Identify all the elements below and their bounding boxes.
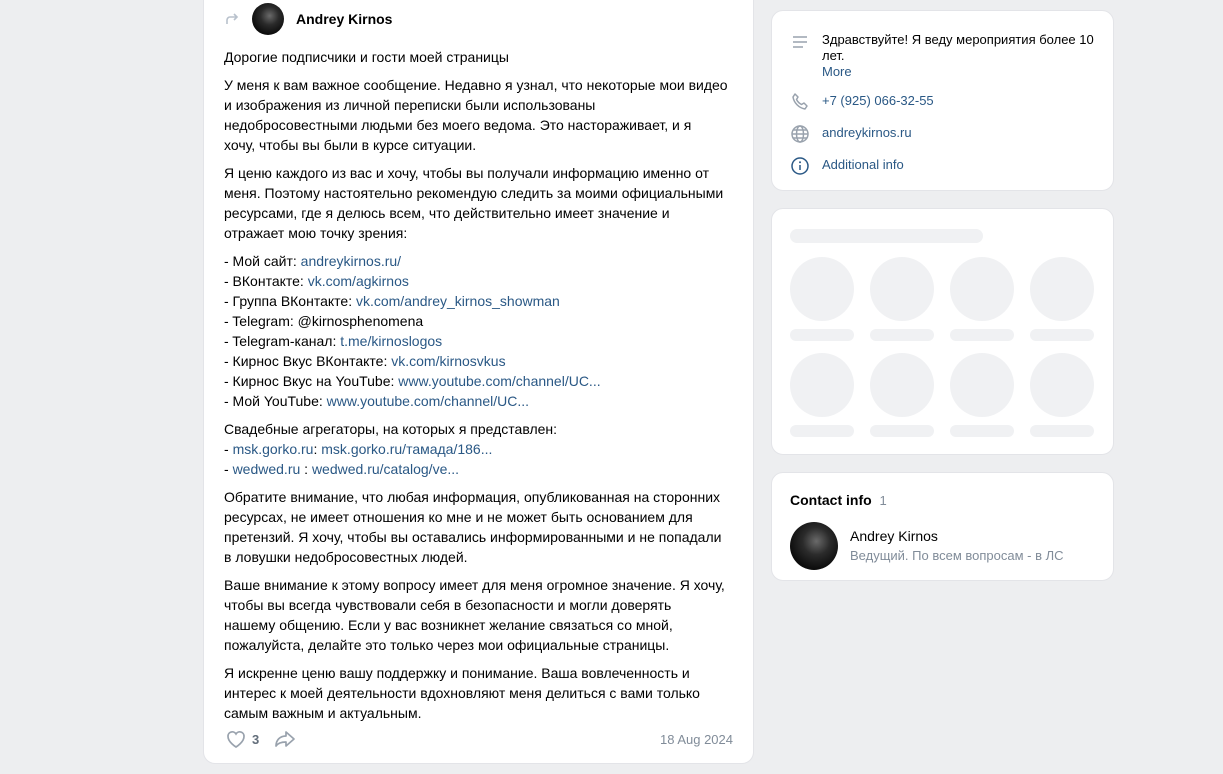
text-segment: : <box>313 441 322 457</box>
skeleton-label <box>870 425 934 437</box>
text-line <box>224 183 739 203</box>
text-line <box>224 459 739 479</box>
text-segment: - Группа ВКонтакте: <box>224 293 356 309</box>
loading-placeholder <box>771 208 1114 455</box>
contact-avatar[interactable] <box>790 522 838 570</box>
contact-header <box>790 492 887 508</box>
text-segment: отражает мою точку зрения: <box>224 225 408 241</box>
skeleton-label <box>870 329 934 341</box>
text-line <box>224 95 739 115</box>
text-segment: Свадебные агрегаторы, на которых я представлен: <box>224 421 558 437</box>
about-row <box>790 32 1102 80</box>
text-segment: чтобы вы всегда чувствовали себя в безопасности и могли доверять <box>224 597 672 613</box>
skeleton-label <box>950 329 1014 341</box>
text-segment: нашему общению. Если у вас возникнет желание связаться со мной, <box>224 617 673 633</box>
text-segment: Ваше внимание к этому вопросу имеет для меня огромное значение. Я хочу, <box>224 577 725 593</box>
text-line <box>224 115 739 135</box>
site-row <box>790 124 912 144</box>
text-segment: - Telegram-канал: <box>224 333 341 349</box>
text-line <box>224 331 739 351</box>
contact-info-card <box>771 472 1114 581</box>
post-link[interactable]: vk.com/agkirnos <box>307 273 409 289</box>
more-link[interactable]: More <box>822 64 852 79</box>
info-icon <box>790 156 810 176</box>
text-line <box>224 271 739 291</box>
text-line <box>224 635 739 655</box>
repost-icon <box>224 11 240 27</box>
text-line <box>224 391 739 411</box>
post-paragraph <box>224 251 739 411</box>
text-segment: - ВКонтакте: <box>224 273 308 289</box>
share-icon[interactable] <box>273 727 297 751</box>
contact-title: Contact info <box>790 492 872 508</box>
text-segment: - Мой YouTube: <box>224 393 327 409</box>
text-line <box>224 487 739 507</box>
text-segment: - Кирнос Вкус на YouTube: <box>224 373 399 389</box>
post-header <box>224 1 392 37</box>
skeleton-avatar <box>1030 257 1094 321</box>
skeleton-label <box>950 425 1014 437</box>
text-segment: - Кирнос Вкус ВКонтакте: <box>224 353 392 369</box>
post-link[interactable]: vk.com/kirnosvkus <box>391 353 506 369</box>
text-line <box>224 663 739 683</box>
text-segment: в ловушки недобросовестных людей. <box>224 549 468 565</box>
text-segment: претензий. Я хочу, чтобы вы оставались информированными и не попадали <box>224 529 722 545</box>
wall-post <box>203 0 754 764</box>
text-line <box>224 311 739 331</box>
text-line <box>224 703 739 723</box>
text-line <box>224 47 739 67</box>
text-segment: меня. Поэтому настоятельно рекомендую следить за моими официальными <box>224 185 724 201</box>
phone-row <box>790 92 934 112</box>
text-line <box>224 351 739 371</box>
text-line <box>224 223 739 243</box>
author-avatar[interactable] <box>252 3 284 35</box>
post-link[interactable]: msk.gorko.ru <box>232 441 314 457</box>
text-segment: - Мой сайт: <box>224 253 301 269</box>
skeleton-avatar <box>870 257 934 321</box>
post-paragraph <box>224 487 739 567</box>
post-paragraph <box>224 575 739 655</box>
skeleton-avatar <box>1030 353 1094 417</box>
text-line <box>224 683 739 703</box>
text-line <box>224 203 739 223</box>
post-link[interactable]: t.me/kirnoslogos <box>340 333 443 349</box>
post-link[interactable]: www.youtube.com/channel/UC... <box>398 373 601 389</box>
post-paragraph <box>224 47 739 67</box>
text-segment: - <box>224 441 233 457</box>
text-lines-icon <box>790 32 810 52</box>
contact-count: 1 <box>879 493 887 508</box>
site-link[interactable]: andreykirnos.ru <box>822 125 912 140</box>
text-line <box>224 135 739 155</box>
skeleton-avatar <box>790 257 854 321</box>
text-segment: : <box>300 461 312 477</box>
text-segment: Обратите внимание, что любая информация, опубликованная на сторонних <box>224 489 721 505</box>
post-link[interactable]: wedwed.ru/catalog/ve... <box>311 461 460 477</box>
text-line <box>224 371 739 391</box>
skeleton-label <box>1030 425 1094 437</box>
contact-name[interactable]: Andrey Kirnos <box>850 528 938 544</box>
text-segment: ресурсами, где я делюсь всем, что действительно имеет значение и <box>224 205 670 221</box>
text-segment: Дорогие подписчики и гости моей страницы <box>224 49 509 65</box>
profile-info-card <box>771 10 1114 191</box>
text-line <box>224 291 739 311</box>
text-segment: самым важным и актуальным. <box>224 705 422 721</box>
text-line <box>224 439 739 459</box>
skeleton-label <box>790 425 854 437</box>
text-segment: интерес к моей деятельности вдохновляют меня делиться с вами только <box>224 685 700 701</box>
text-segment: - Telegram: @kirnosphenomena <box>224 313 424 329</box>
post-text <box>224 47 739 731</box>
additional-info-link[interactable]: Additional info <box>822 157 904 172</box>
text-segment: Я искренне ценю вашу поддержку и понимание. Ваша вовлеченность и <box>224 665 690 681</box>
text-line <box>224 575 739 595</box>
text-line <box>224 251 739 271</box>
text-line <box>224 595 739 615</box>
text-segment: хочу, чтобы вы были в курсе ситуации. <box>224 137 477 153</box>
post-link[interactable]: www.youtube.com/channel/UC... <box>326 393 529 409</box>
post-date[interactable]: 18 Aug 2024 <box>659 731 733 747</box>
text-line <box>224 75 739 95</box>
skeleton-avatar <box>870 353 934 417</box>
post-link[interactable]: andreykirnos.ru/ <box>300 253 402 269</box>
text-segment: недобросовестными людьми без моего ведома. Это настораживает, и я <box>224 117 692 133</box>
globe-icon <box>790 124 810 144</box>
skeleton-avatar <box>790 353 854 417</box>
skeleton-avatar <box>950 257 1014 321</box>
post-paragraph <box>224 75 739 155</box>
post-link[interactable]: wedwed.ru <box>232 461 301 477</box>
text-segment: пожалуйста, делайте это только через мои официальные страницы. <box>224 637 670 653</box>
contact-role: Ведущий. По всем вопросам - в ЛС <box>850 548 1064 563</box>
post-paragraph <box>224 663 739 723</box>
post-paragraph <box>224 419 739 479</box>
author-name[interactable]: Andrey Kirnos <box>296 11 393 27</box>
skeleton-title <box>790 229 983 243</box>
skeleton-label <box>790 329 854 341</box>
about-text: Здравствуйте! Я веду мероприятия более 10 лет. <box>822 32 1094 63</box>
text-line <box>224 419 739 439</box>
post-link[interactable]: msk.gorko.ru/тамада/186... <box>321 441 493 457</box>
text-segment: У меня к вам важное сообщение. Недавно я узнал, что некоторые мои видео <box>224 77 728 93</box>
text-line <box>224 527 739 547</box>
phone-link[interactable]: +7 (925) 066-32-55 <box>822 93 934 108</box>
post-link[interactable]: vk.com/andrey_kirnos_showman <box>355 293 560 309</box>
text-line <box>224 507 739 527</box>
text-segment: и изображения из личной переписки были использованы <box>224 97 596 113</box>
post-paragraph <box>224 163 739 243</box>
skeleton-avatar <box>950 353 1014 417</box>
like-count: 3 <box>252 731 260 747</box>
text-segment: Я ценю каждого из вас и хочу, чтобы вы получали информацию именно от <box>224 165 709 181</box>
skeleton-label <box>1030 329 1094 341</box>
text-line <box>224 547 739 567</box>
like-icon[interactable] <box>224 727 248 751</box>
post-footer <box>224 727 733 751</box>
phone-icon <box>790 92 810 112</box>
additional-info-row[interactable] <box>790 156 904 176</box>
text-line <box>224 163 739 183</box>
text-line <box>224 615 739 635</box>
text-segment: - <box>224 461 233 477</box>
text-segment: ресурсах, не имеет отношения ко мне и не может быть основанием для <box>224 509 693 525</box>
